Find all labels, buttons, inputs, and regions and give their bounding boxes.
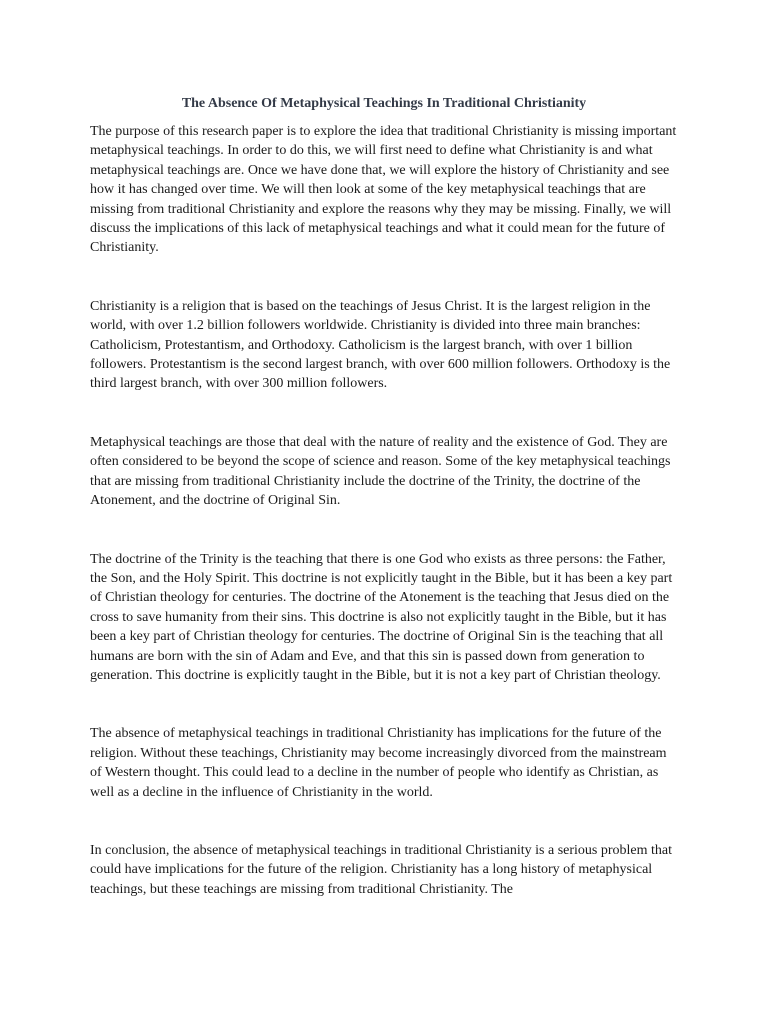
paragraph-doctrines: The doctrine of the Trinity is the teaching that there is one God who exists as three persons: the Father, the Son, and the Holy Spirit. This doctrine is not explicitly taught in the Bible, but it has been a key part of Christian theology for centuries. The doctrine of the Atonement is the teaching that Jesus died on the cross to save humanity from their sins. This doctrine is also not explicitly taught in the Bible, but it has been a key part of Christian theology for centuries. The doctrine of Original Sin is the teaching that all humans are born with the sin of Adam and Eve, and that this sin is passed down from generation to generation. This doctrine is explicitly taught in the Bible, but it is not a key part of Christian theology.	[90, 551, 673, 683]
document-title: The Absence Of Metaphysical Teachings In Traditional Christianity	[181, 96, 587, 111]
paragraph-christianity-overview: Christianity is a religion that is based on the teachings of Jesus Christ. It is the largest religion in the world, with over 1.2 billion followers worldwide. Christianity is divided into three main branches: Catholicism, Protestantism, and Orthodoxy. Catholicism is the largest branch, with over 1 billion followers. Protestantism is the second largest branch, with over 600 million followers. Orthodoxy is the third largest branch, with over 300 million followers.	[90, 298, 671, 392]
paragraph-metaphysical-teachings: Metaphysical teachings are those that deal with the nature of reality and the existence of God. They are often considered to be beyond the scope of science and reason. Some of the key metaphysical teachings that are missing from traditional Christianity include the doctrine of the Trinity, the doctrine of the Atonement, and the doctrine of Original Sin.	[90, 434, 671, 509]
paragraph-conclusion: In conclusion, the absence of metaphysical teachings in traditional Christianity is a serious problem that could have implications for the future of the religion. Christianity has a long history of metaphysical teachings, but these teachings are missing from traditional Christianity. The	[90, 842, 673, 897]
paragraph-purpose: The purpose of this research paper is to explore the idea that traditional Christianity is missing important metaphysical teachings. In order to do this, we will first need to define what Christianity is and what metaphysical teachings are. Once we have done that, we will explore the history of Christianity and see how it has changed over time. We will then look at some of the key metaphysical teachings that are missing from traditional Christianity and explore the reasons why they may be missing. Finally, we will discuss the implications of this lack of metaphysical teachings and what it could mean for the future of Christianity.	[90, 124, 677, 256]
paragraph-implications: The absence of metaphysical teachings in traditional Christianity has implications for the future of the religion. Without these teachings, Christianity may become increasingly divorced from the mainstream of Western thought. This could lead to a decline in the number of people who identify as Christian, as well as a decline in the influence of Christianity in the world.	[90, 726, 667, 800]
